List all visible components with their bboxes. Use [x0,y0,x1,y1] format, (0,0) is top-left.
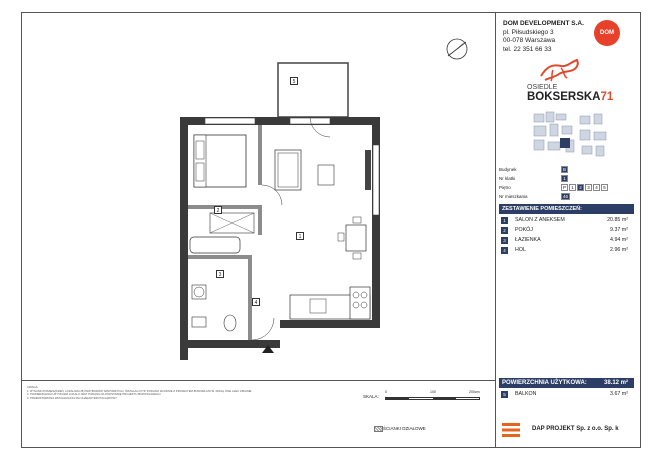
balcony-area: 3.67 m² [610,391,628,397]
toilet [224,315,236,331]
total-value: 38.12 m² [603,380,628,386]
hatch-swatch [374,426,383,432]
plan-label-living-room: 1 [296,232,304,240]
label-apartment: Nr mieszkania [499,194,528,199]
plan-label-balcony: 5 [290,77,298,85]
info-row-building [499,165,517,174]
tv-cabinet [365,150,371,190]
room-number: 3 [501,237,508,244]
plan-label-hall: 4 [252,298,260,306]
legend-label: ŚCIANKI DZIAŁOWE [383,426,426,431]
stairwell-value: 1 [561,175,568,182]
dining-table [346,225,366,251]
total-label: POWIERZCHNIA UŻYTKOWA: [502,380,587,386]
floor-plan [170,55,390,360]
room-row [499,236,634,245]
room-name: ŁAZIENKA [515,237,541,243]
balcony-name: BALKON [515,391,537,397]
scale-tick: 200cm [469,390,480,394]
armchair [318,165,334,185]
company-info [503,20,584,54]
room-area: 4.94 m² [610,237,628,243]
scale-tick: 100 [430,390,436,394]
plan-label-room: 2 [214,206,222,214]
stove [350,287,370,319]
room-row [499,246,634,255]
room-name: POKÓJ [515,227,533,233]
apartment-value: 46 [562,194,568,199]
note-line: 2. POWIERZCHNIA UŻYTKOWA LOKALU JEST PODANA NA PODSTAWIE PROJEKTU BUDOWLANEGO. [27,392,162,396]
floor-4: 4 [593,184,600,191]
total-area [499,378,634,388]
room-name: HOL [515,247,526,253]
scale-tick: 0 [385,390,387,394]
info-row-stairwell [499,174,515,183]
estate-line1: OSIEDLE [527,84,558,91]
company-name: DOM DEVELOPMENT S.A. [503,20,584,27]
key-plan-highlight [560,138,570,148]
balcony-number: 5 [501,391,508,398]
scale-graphic [385,397,480,400]
floor-1: 1 [569,184,576,191]
building-value: B [562,167,566,172]
room-number: 1 [501,217,508,224]
room-name: SALON Z ANEKSEM [515,217,565,223]
balcony-row [499,390,634,399]
designer-name: DAP PROJEKT Sp. z o.o. Sp. k [532,426,619,432]
notes [27,386,362,400]
bathtub [190,237,240,253]
label-building: Budynek [499,167,517,172]
scale-label: SKALA: [363,394,379,399]
company-street: pl. Piłsudskiego 3 [503,28,554,36]
company-phone: tel. 22 351 66 33 [503,45,552,53]
room-row [499,216,634,225]
sheet-divider-vertical [495,12,496,448]
estate-name: BOKSERSKA [527,91,601,103]
sheet-divider-horizontal [21,380,496,381]
horse-icon [533,56,593,82]
floor-2: 2 [577,184,584,191]
dap-logo-icon [502,423,520,437]
sofa [275,150,301,190]
note-line: 3. PRZEDSTAWIONA WIZUALIZACJA MA CHARAKTER POGLĄDOWY. [27,395,118,400]
estate-number: 71 [600,91,614,103]
room-number: 2 [501,227,508,234]
label-floor: Piętro [499,185,511,190]
floor-p: P [562,185,566,190]
room-area: 2.96 m² [610,247,628,253]
info-row-apartment [499,192,528,201]
note-line: 1. RYSUNKI POMIESZCZEŃ, LOKALIZACJĘ PRZYBORÓW SANITARNYCH, INSTALACJI ITP. PODANO ZGODNIE Z PROJEKTEM BUDOWLANYM. MOGĄ ONE ULEC ZMIANIE. [27,388,253,393]
dom-logo: DOM [594,20,620,46]
floor-5: 5 [601,184,608,191]
washbasin [192,317,206,327]
estate-line2 [527,91,613,103]
room-area: 20.85 m² [607,217,628,223]
note-line: UWAGA: [27,385,39,389]
room-row [499,226,634,235]
company-city: 00-078 Warszawa [503,37,556,44]
rooms-header: ZESTAWIENIE POMIESZCZEŃ: [499,204,634,214]
balcony-outline [278,63,348,117]
compass-icon [444,36,470,62]
plan-label-bathroom: 3 [216,270,224,278]
room-area: 9.37 m² [610,227,628,233]
info-row-floor [499,183,511,192]
room-number: 4 [501,247,508,254]
legend-partition-walls [383,426,426,431]
floor-3: 3 [585,184,592,191]
key-plan [530,110,615,160]
label-stairwell: Nr klatki [499,176,516,181]
